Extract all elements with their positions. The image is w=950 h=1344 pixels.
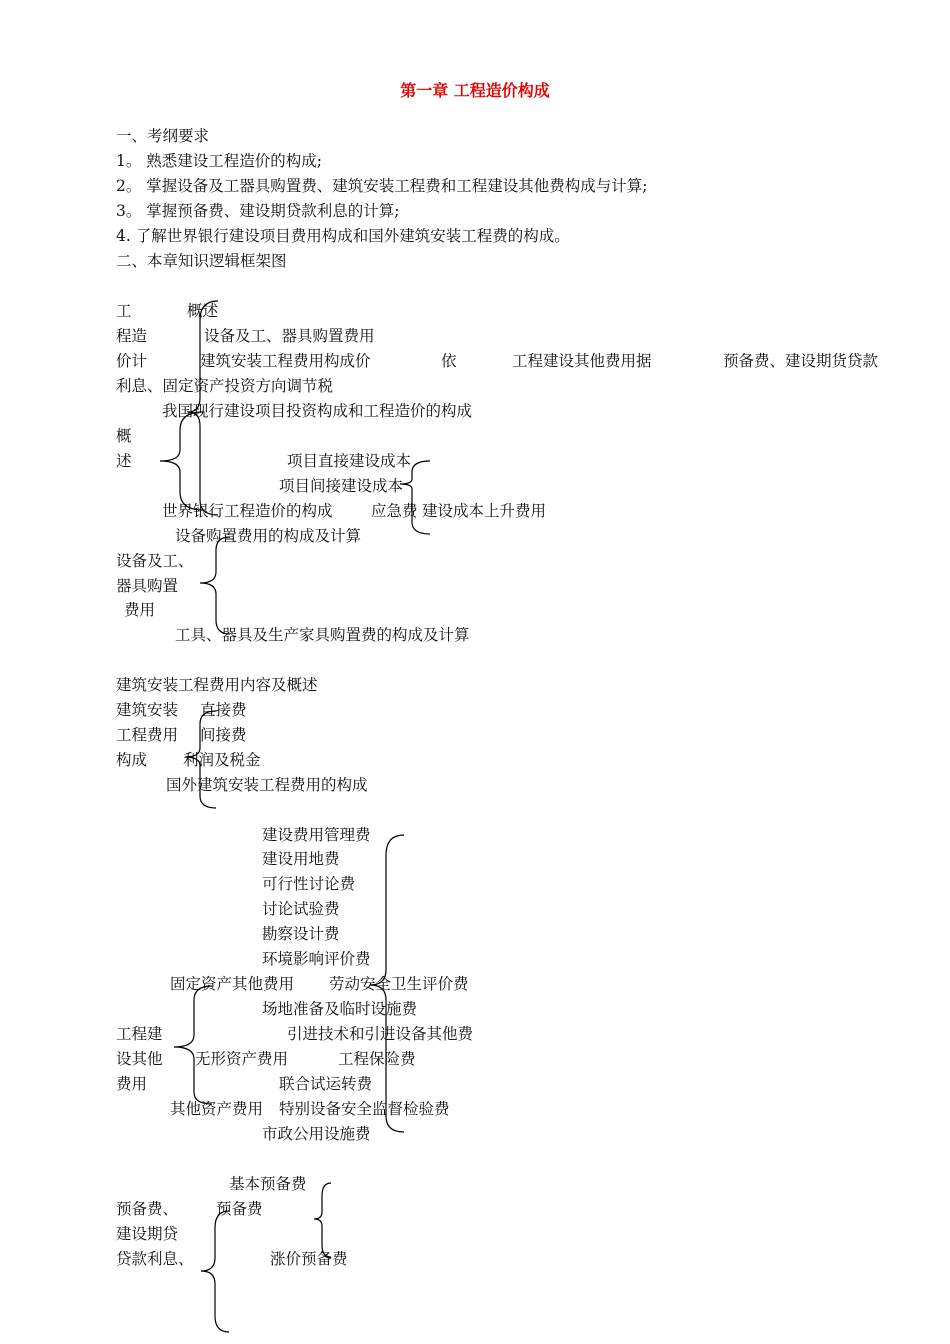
brace-fixed-assets <box>370 835 404 1132</box>
overview-sub-root: 述 <box>116 452 132 470</box>
other-cost-item: 劳动安全卫生评价费 <box>329 975 469 993</box>
other-cost-item: 场地准备及临时设施费 <box>262 1000 418 1018</box>
other-cost-root: 设其他 <box>116 1050 163 1068</box>
brace-reserve-root <box>201 1211 229 1332</box>
other-cost-group: 固定资产其他费用 <box>170 975 295 993</box>
other-cost-group: 其他资产费用 <box>170 1100 264 1118</box>
overview-sub-item: 项目间接建设成本 <box>279 477 404 495</box>
equipment-root: 器具购置 <box>116 577 179 595</box>
other-cost-item: 环境影响评价费 <box>262 950 371 968</box>
reserve-item: 预备费 <box>216 1200 263 1218</box>
construction-root: 建筑安装 <box>116 701 179 719</box>
reserve-root: 贷款利息、 <box>116 1250 194 1268</box>
chapter-title: 第一章 工程造价构成 <box>400 81 550 100</box>
other-cost-item: 建设费用管理费 <box>262 826 371 844</box>
construction-root: 构成 <box>116 751 148 769</box>
reserve-root: 建设期贷 <box>116 1225 179 1243</box>
other-cost-root: 费用 <box>116 1075 148 1093</box>
reserve-item: 基本预备费 <box>229 1175 307 1193</box>
overview-branch: 建筑安装工程费用构成价 <box>200 352 371 370</box>
equipment-bottom: 工具、器具及生产家具购置费的构成及计算 <box>175 626 470 644</box>
overview-branch: 工程建设其他费用据 <box>512 352 652 370</box>
overview-sub-item: 应急费 <box>371 502 418 520</box>
other-cost-group: 无形资产费用 <box>195 1050 289 1068</box>
other-cost-item: 特别设备安全监督检验费 <box>279 1100 450 1118</box>
brace-overview <box>188 301 218 515</box>
overview-branch: 设备及工、器具购置费用 <box>204 327 375 345</box>
overview-branch: 依 <box>441 352 457 370</box>
reserve-root: 预备费、 <box>116 1200 179 1218</box>
equipment-root: 费用 <box>124 601 156 619</box>
construction-bottom: 国外建筑安装工程费用的构成 <box>166 776 368 794</box>
overview-sub-item: 世界银行工程造价的构成 <box>162 502 333 520</box>
syllabus-item: 4. 了解世界银行建设项目费用构成和国外建筑安装工程费的构成。 <box>116 227 570 245</box>
overview-sub-heading: 我国现行建设项目投资构成和工程造价的构成 <box>162 402 473 420</box>
brace-overview-sub <box>160 412 203 510</box>
syllabus-item: 3。 掌握预备费、建设期贷款利息的计算; <box>116 202 400 220</box>
construction-item: 间接费 <box>200 726 247 744</box>
framework-heading: 二、本章知识逻辑框架图 <box>116 252 287 270</box>
overview-root-line: 程造 <box>116 327 148 345</box>
brace-other-costs <box>174 986 212 1104</box>
construction-item: 利润及税金 <box>183 751 261 769</box>
equipment-root: 设备及工、 <box>116 552 194 570</box>
other-cost-item: 建设用地费 <box>262 850 340 868</box>
syllabus-heading: 一、考纲要求 <box>116 127 210 145</box>
other-cost-item: 工程保险费 <box>338 1050 416 1068</box>
reserve-item: 涨价预备费 <box>270 1250 348 1268</box>
overview-root-line: 价计 <box>116 352 148 370</box>
construction-root: 工程费用 <box>116 726 179 744</box>
brace-construction <box>185 711 216 808</box>
other-cost-item: 引进技术和引进设备其他费 <box>287 1025 474 1043</box>
overview-branch: 预备费、建设期货贷款 <box>723 352 879 370</box>
other-cost-item: 讨论试验费 <box>262 900 340 918</box>
construction-item: 直接费 <box>200 701 247 719</box>
other-cost-root: 工程建 <box>116 1025 163 1043</box>
overview-branch: 利息、固定资产投资方向调节税 <box>116 377 334 395</box>
equipment-top: 设备购置费用的构成及计算 <box>175 527 362 545</box>
syllabus-item: 1。 熟悉建设工程造价的构成; <box>116 152 323 170</box>
other-cost-item: 可行性讨论费 <box>262 875 356 893</box>
syllabus-item: 2。 掌握设备及工器具购置费、建筑安装工程费和工程建设其他费构成与计算; <box>116 177 648 195</box>
overview-sub-item: 建设成本上升费用 <box>422 502 547 520</box>
overview-sub-item: 项目直接建设成本 <box>287 452 412 470</box>
overview-branch: 概述 <box>187 302 219 320</box>
brace-equipment <box>200 537 230 634</box>
other-cost-item: 市政公用设施费 <box>262 1125 371 1143</box>
construction-top: 建筑安装工程费用内容及概述 <box>116 676 318 694</box>
overview-root-line: 工 <box>116 302 132 320</box>
other-cost-item: 联合试运转费 <box>279 1075 373 1093</box>
other-cost-item: 勘察设计费 <box>262 925 340 943</box>
brace-world-bank <box>400 461 430 534</box>
overview-sub-root: 概 <box>116 427 132 445</box>
brace-reserve <box>314 1183 331 1257</box>
